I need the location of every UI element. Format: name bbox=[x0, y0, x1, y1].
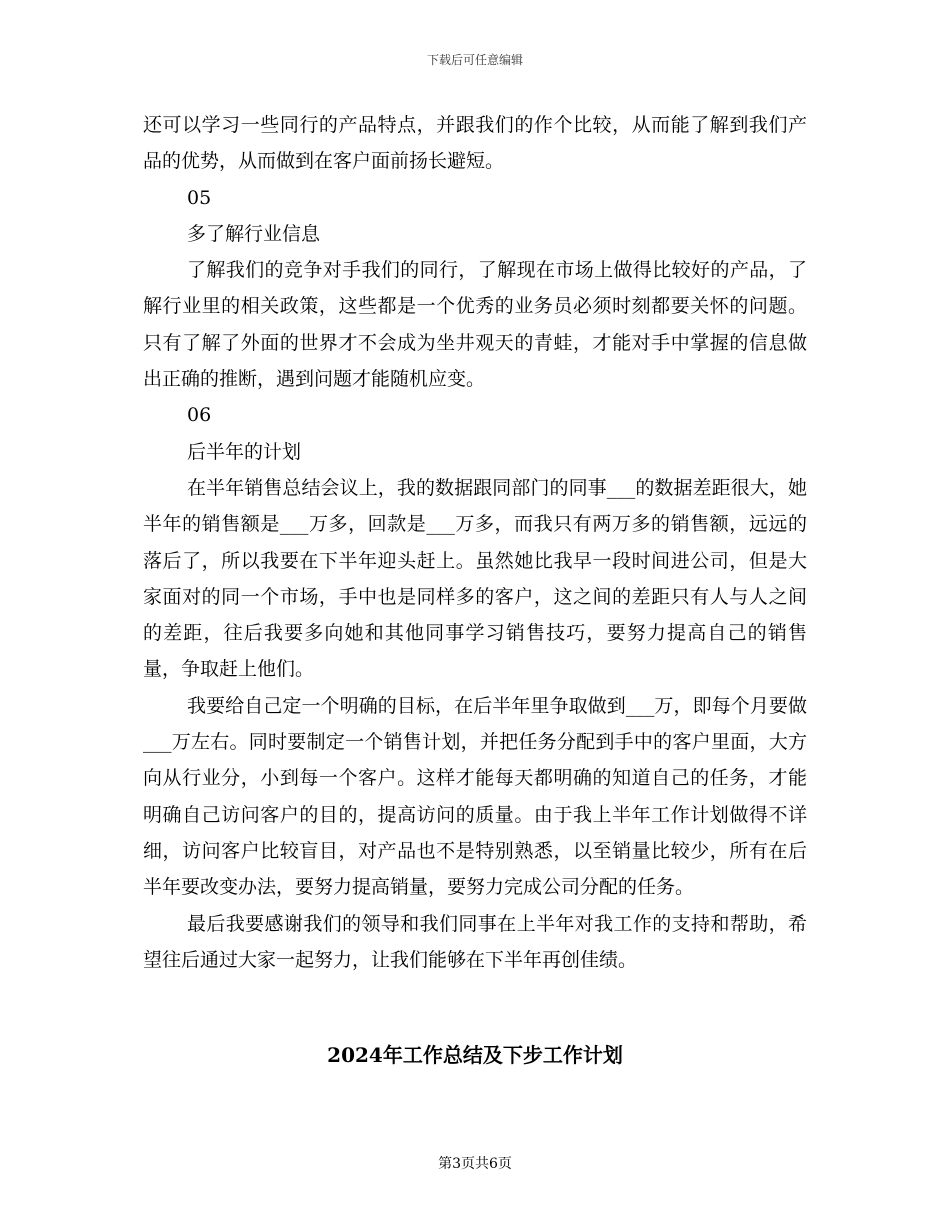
page-header: 下载后可任意编辑 bbox=[426, 53, 523, 67]
paragraph-continuation: 还可以学习一些同行的产品特点，并跟我们的作个比较，从而能了解到我们产品的优势，从而做到在客户面前扬长避短。 bbox=[143, 114, 807, 173]
document-title: 2024年工作总结及下步工作计划 bbox=[327, 1043, 623, 1067]
section-heading-industry-info: 多了解行业信息 bbox=[187, 222, 321, 245]
section-number-06: 06 bbox=[187, 404, 212, 427]
paragraph-sales-comparison: 在半年销售总结会议上，我的数据跟同部门的同事___的数据差距很大，她半年的销售额是___万多，回款是___万多，而我只有两万多的销售额，远远的落后了，所以我要在下半年迎头赶上。虽然她比我早一段时间进公司，但是大家面对的同一个市场，手中也是同样多的客户，这之间的差距只有人与人之间的差距，往后我要多向她和其他同事学习销售技巧，要努力提高自己的销售量，争取赶上他们。 bbox=[143, 476, 807, 681]
paragraph-industry-info: 了解我们的竞争对手我们的同行，了解现在市场上做得比较好的产品，了解行业里的相关政策，这些都是一个优秀的业务员必须时刻都要关怀的问题。只有了解了外面的世界才不会成为坐井观天的青蛙，才能对手中掌握的信息做出正确的推断，遇到问题才能随机应变。 bbox=[143, 259, 807, 391]
paragraph-goals: 我要给自己定一个明确的目标，在后半年里争取做到___万，即每个月要做___万左右。同时要制定一个销售计划，并把任务分配到手中的客户里面，大方向从行业分，小到每一个客户。这样才能每天都明确的知道自己的任务，才能明确自己访问客户的目的，提高访问的质量。由于我上半年工作计划做得不详细，访问客户比较盲目，对产品也不是特别熟悉，以至销量比较少，所有在后半年要改变办法，要努力提高销量，要努力完成公司分配的任务。 bbox=[143, 694, 807, 899]
section-heading-second-half-plan: 后半年的计划 bbox=[187, 440, 302, 463]
page-footer: 第3页共6页 bbox=[438, 1156, 512, 1172]
document-body bbox=[143, 107, 807, 978]
paragraph-thanks: 最后我要感谢我们的领导和我们同事在上半年对我工作的支持和帮助，希望往后通过大家一起努力，让我们能够在下半年再创佳绩。 bbox=[143, 912, 807, 971]
section-number-05: 05 bbox=[187, 186, 212, 209]
